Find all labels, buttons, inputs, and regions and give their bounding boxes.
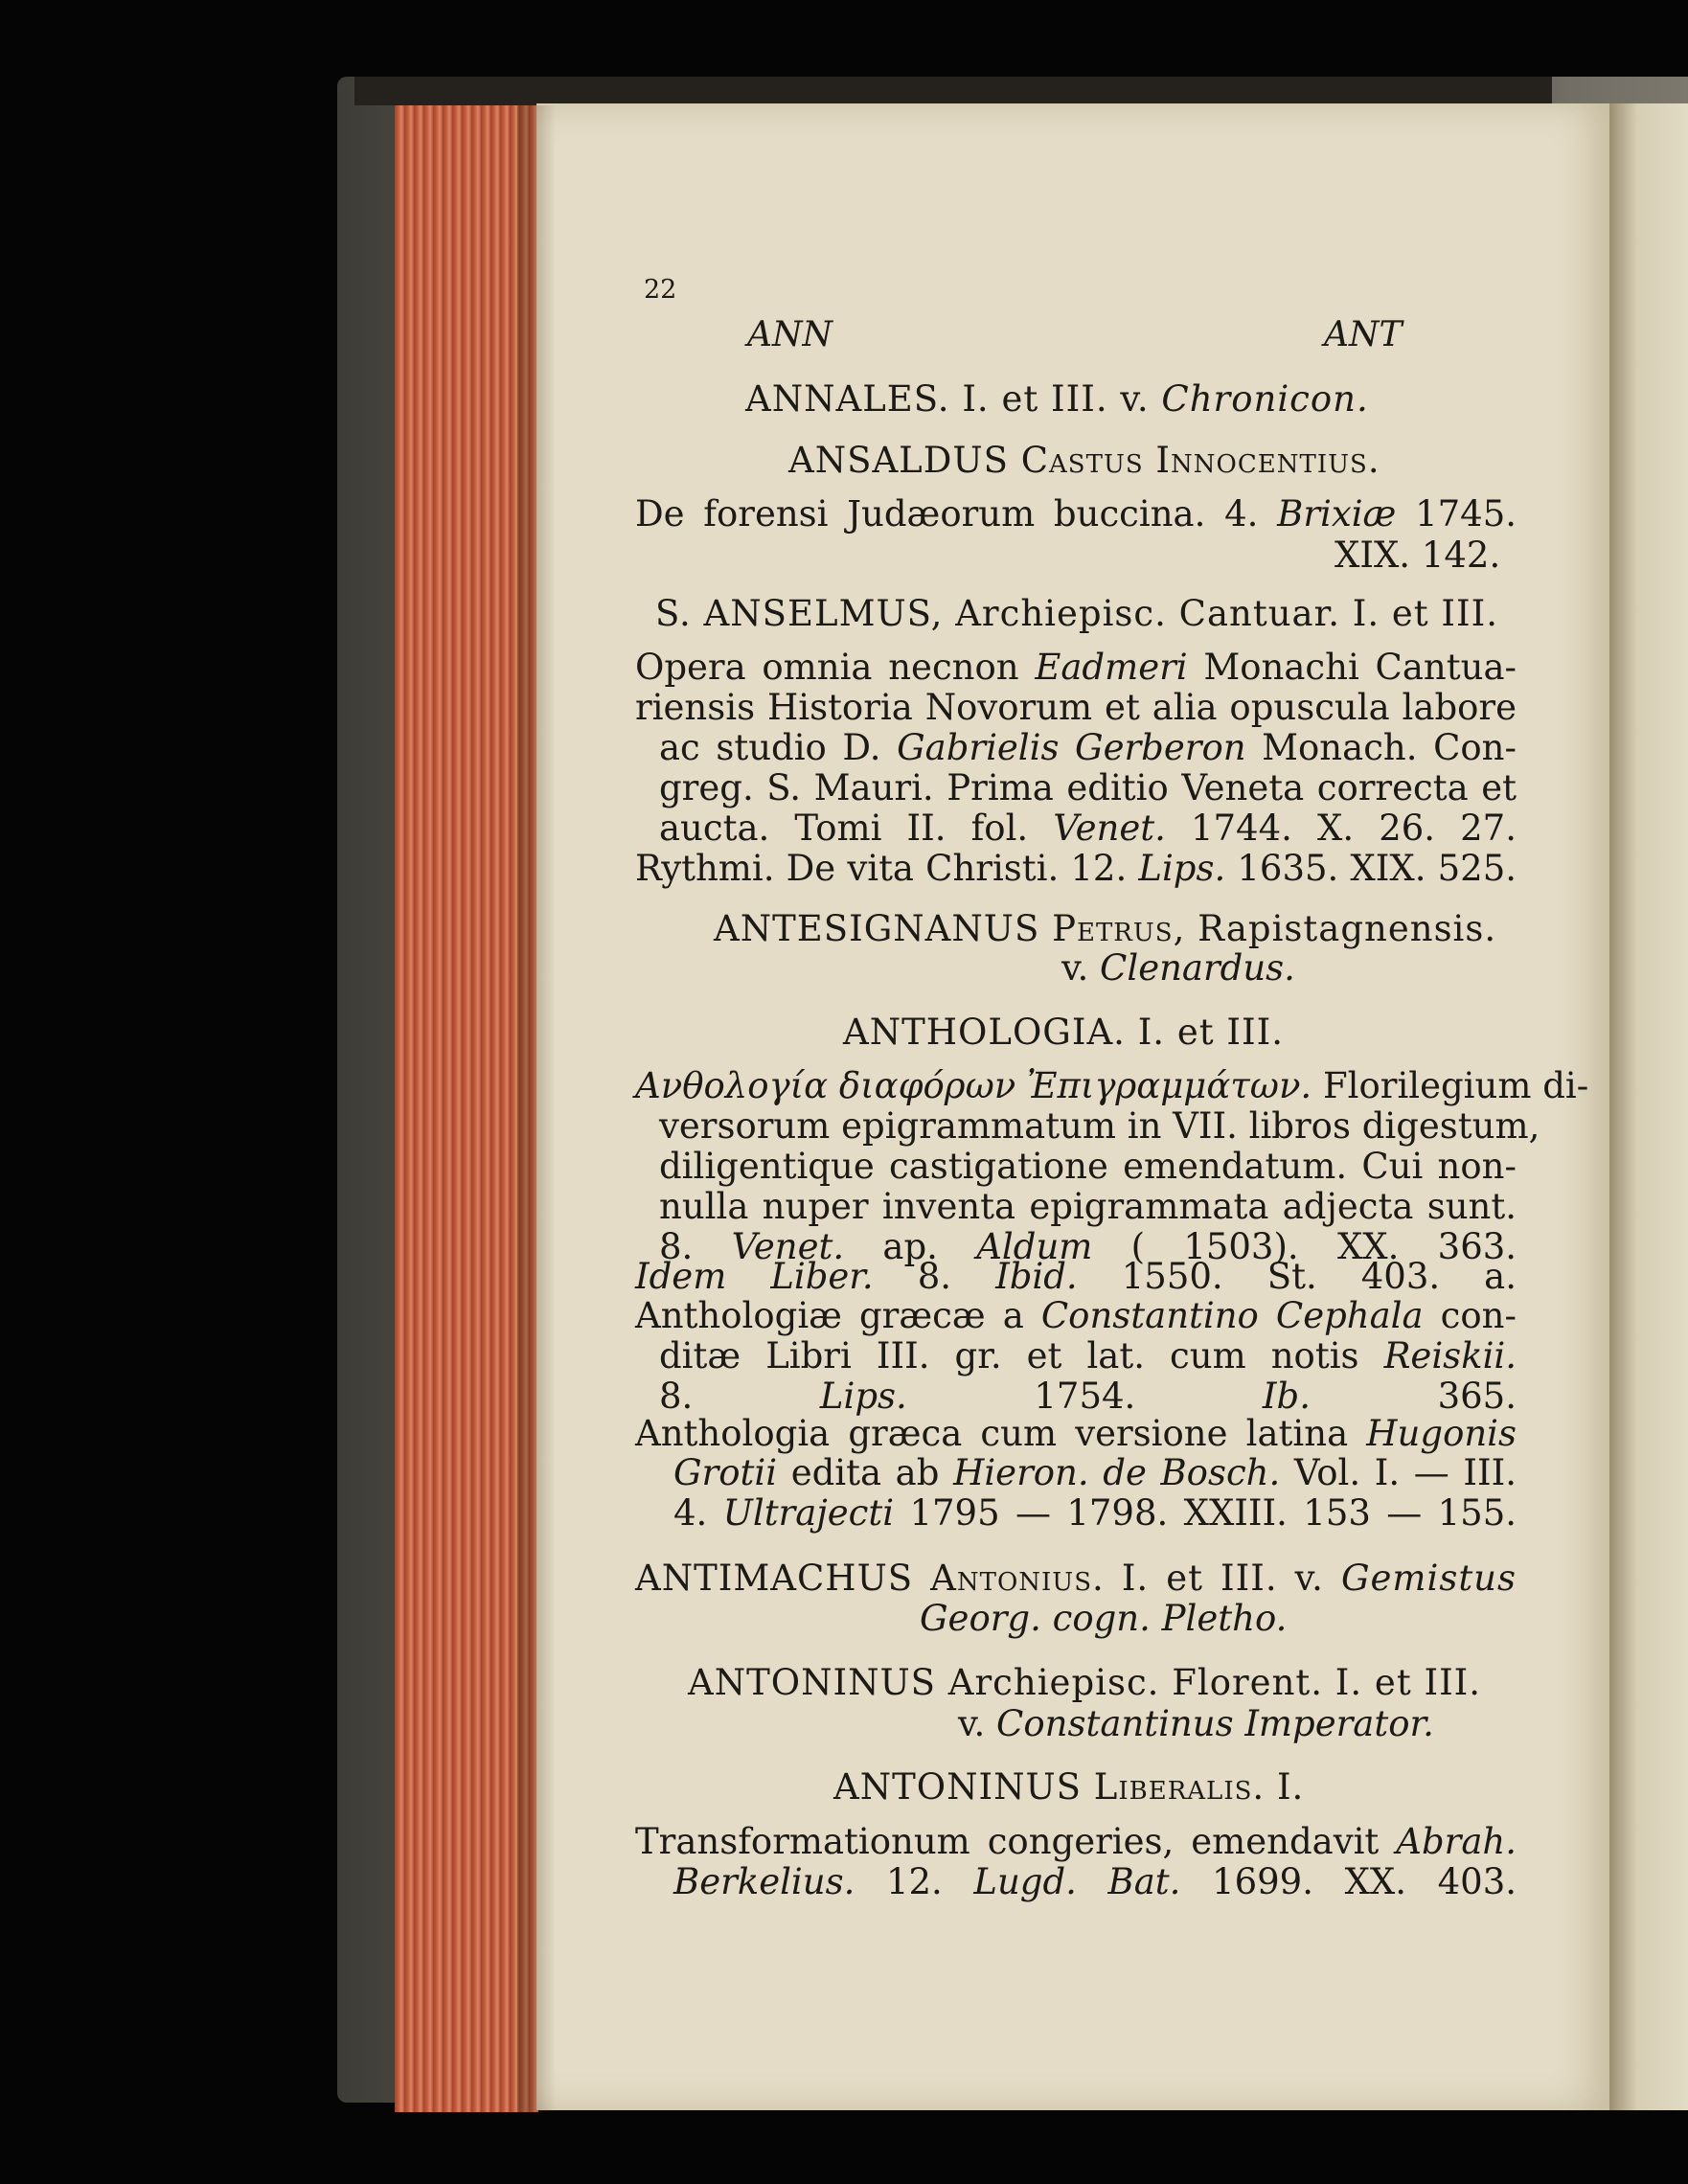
entry-line: Opera omnia necnon Eadmeri Monachi Cantua- xyxy=(635,647,1517,688)
entry-line: greg. S. Mauri. Prima editio Veneta correcta et xyxy=(659,767,1517,808)
entry-line: Rythmi. De vita Christi. 12. Lips. 1635. XIX. 525. xyxy=(635,848,1517,889)
entry-line: v. Clenardus. xyxy=(1061,947,1295,989)
entry-line: nulla nuper inventa epigrammata adjecta sunt. xyxy=(659,1186,1517,1227)
entry-heading: ANTIMACHUS Antonius. I. et III. v. Gemistus xyxy=(635,1558,1517,1599)
entry-heading: S. ANSELMUS, Archiepisc. Cantuar. I. et III. xyxy=(655,593,1499,634)
entry-line: Anthologia græca cum versione latina Hugonis xyxy=(635,1413,1517,1454)
entry-line: Ανθολογία διαφόρων Ἐπιγραμμάτων. Florilegium di- xyxy=(635,1065,1589,1106)
entry-line: Anthologiæ græcæ a Constantino Cephala con- xyxy=(635,1295,1517,1336)
entry-line: XIX. 142. xyxy=(1334,535,1501,576)
entry-heading: ANTHOLOGIA. I. et III. xyxy=(843,1012,1284,1053)
entry-heading: ANTONINUS Liberalis. I. xyxy=(833,1766,1305,1808)
heading-name: ANSALDUS xyxy=(788,440,1009,481)
entry-text-italic: Chronicon. xyxy=(1161,378,1369,420)
entry-line: diligentique castigatione emendatum. Cui non- xyxy=(659,1146,1517,1187)
entry-line: Idem Liber. 8. Ibid. 1550. St. 403. a. xyxy=(635,1256,1517,1297)
heading-smallcaps: Castus Innocentius. xyxy=(1020,440,1380,481)
entry-line: Transformationum congeries, emendavit Abrah. xyxy=(635,1821,1517,1862)
entry-line: ac studio D. Gabrielis Gerberon Monach. Con- xyxy=(659,727,1517,768)
page-number: 22 xyxy=(644,275,677,305)
entry-line: v. Constantinus Imperator. xyxy=(958,1703,1434,1744)
entry-line: Grotii edita ab Hieron. de Bosch. Vol. I. — III. xyxy=(673,1452,1517,1493)
entry-line: Georg. cogn. Pletho. xyxy=(920,1598,1288,1639)
entry-line: 4. Ultrajecti 1795 — 1798. XXIII. 153 — 155. xyxy=(673,1492,1517,1534)
entry-line: aucta. Tomi II. fol. Venet. 1744. X. 26. 27. xyxy=(659,808,1517,849)
running-head-left: ANN xyxy=(747,315,833,354)
entry-line: ditæ Libri III. gr. et lat. cum notis Reiskii. xyxy=(659,1335,1517,1376)
entry-annales xyxy=(745,380,1369,419)
entry-line: riensis Historia Novorum et alia opuscula labore xyxy=(635,687,1517,728)
entry-line: 8. Lips. 1754. Ib. 365. xyxy=(659,1376,1517,1417)
running-head-right: ANT xyxy=(1324,315,1403,354)
entry-text: ANNALES. I. et III. v. xyxy=(745,378,1150,420)
cover-top-edge xyxy=(354,77,1552,105)
facing-page-edge xyxy=(1609,103,1688,2110)
entry-heading: ANTONINUS Archiepisc. Florent. I. et III. xyxy=(688,1662,1482,1703)
entry-line: versorum epigrammatum in VII. libros digestum, xyxy=(659,1105,1540,1147)
entry-line: Berkelius. 12. Lugd. Bat. 1699. XX. 403. xyxy=(673,1861,1517,1902)
entry-line: De forensi Judæorum buccina. 4. Brixiæ 1745. xyxy=(635,493,1517,535)
entry-heading: ANTESIGNANUS Petrus, Rapistagnensis. xyxy=(714,908,1497,949)
entry-line: 8. Venet. ap. Aldum ( 1503). XX. 363. xyxy=(659,1226,1517,1267)
entry-heading xyxy=(788,442,1380,480)
gutter-shadow xyxy=(517,105,556,2112)
